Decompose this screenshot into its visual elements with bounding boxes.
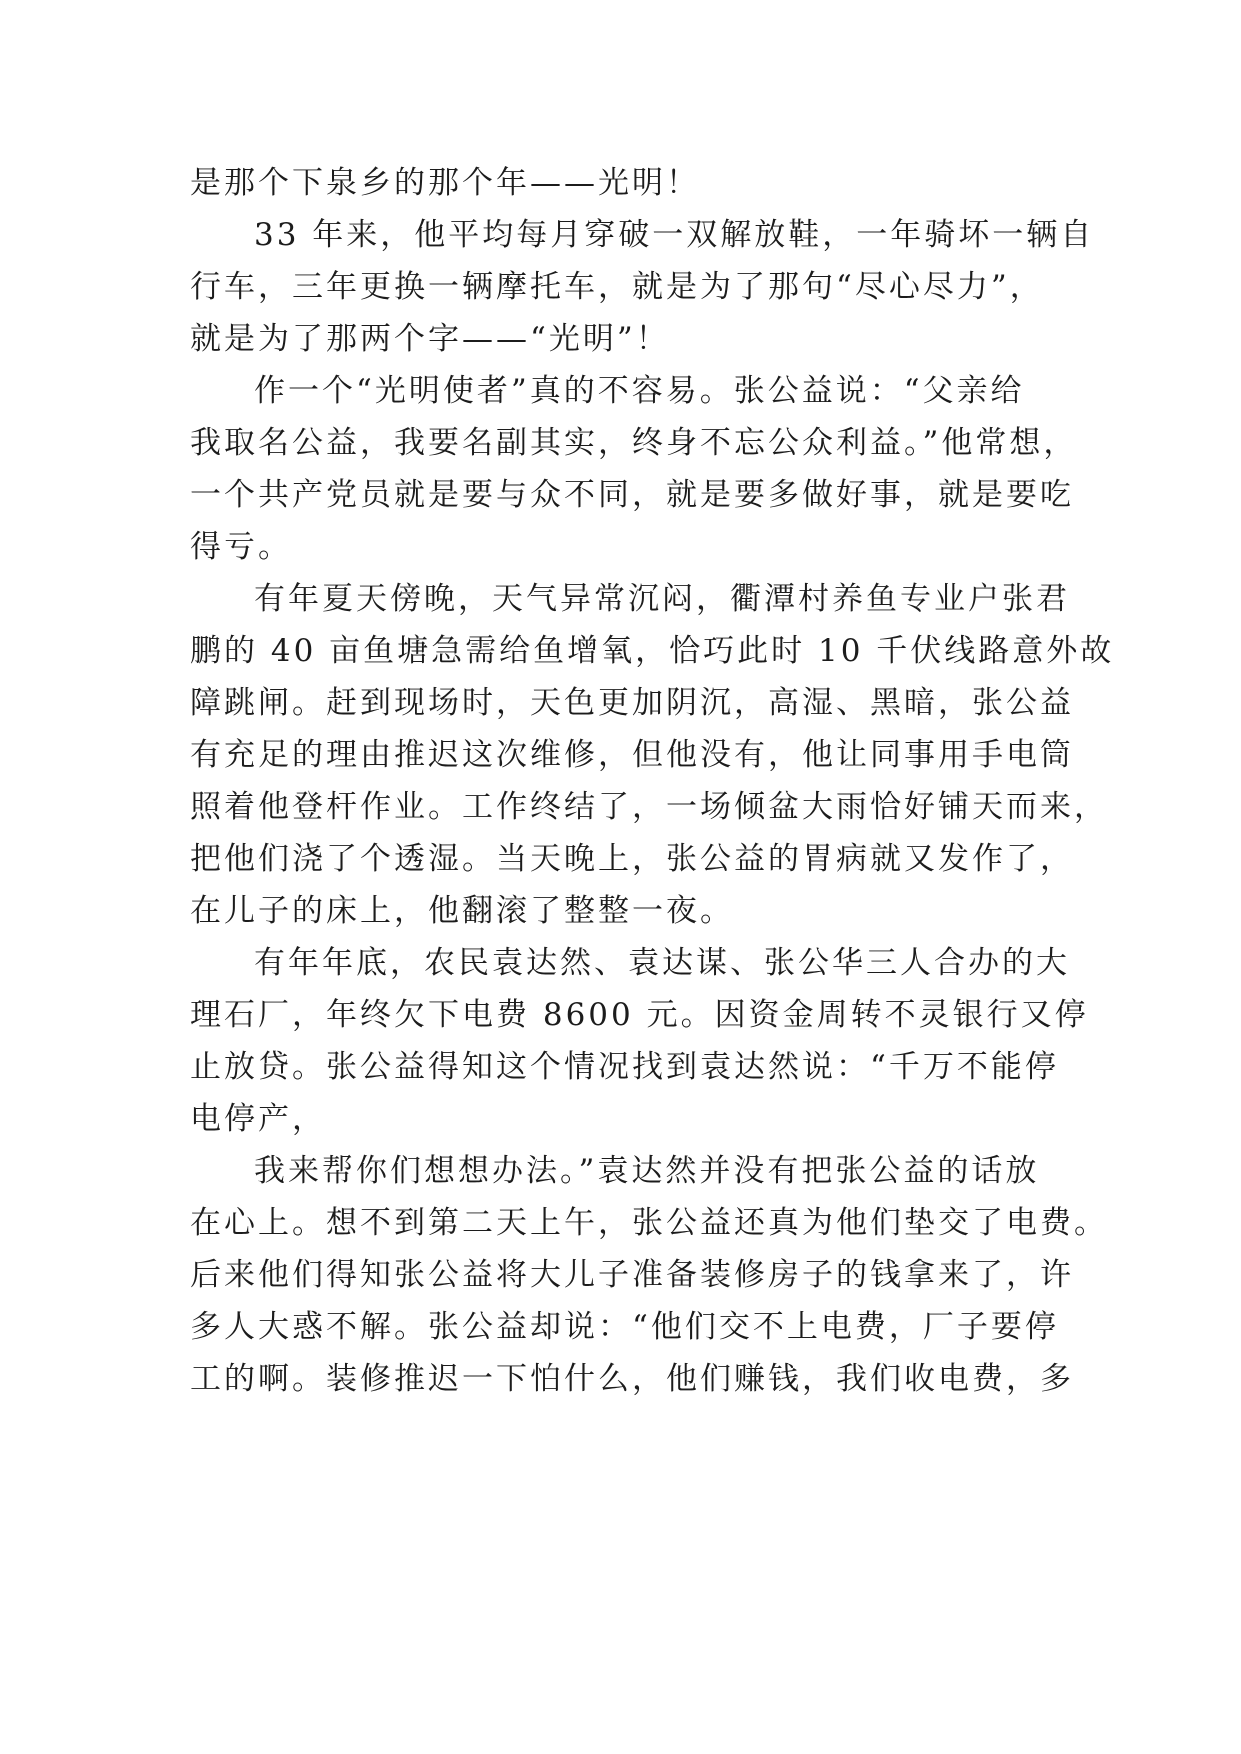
text-line: 有年年底，农民袁达然、袁达谋、张公华三人合办的大 (254, 945, 1070, 981)
text-line: 是那个下泉乡的那个年——光明！ (190, 165, 700, 201)
text-line: 在儿子的床上，他翻滚了整整一夜。 (190, 893, 734, 929)
text-line: 理石厂，年终欠下电费 8600 元。因资金周转不灵银行又停 (190, 997, 1089, 1033)
document-body (190, 157, 1115, 1405)
text-line: 把他们浇了个透湿。当天晚上，张公益的胃病就又发作了， (190, 841, 1074, 877)
text-line: 有年夏天傍晚，天气异常沉闷，衢潭村养鱼专业户张君 (254, 581, 1070, 617)
text-line: 后来他们得知张公益将大儿子准备装修房子的钱拿来了，许 (190, 1257, 1074, 1293)
text-line: 就是为了那两个字——“光明”！ (190, 321, 670, 357)
text-line: 止放贷。张公益得知这个情况找到袁达然说：“千万不能停 (190, 1049, 1059, 1085)
text-line: 在心上。想不到第二天上午，张公益还真为他们垫交了电费。 (190, 1205, 1108, 1241)
text-line: 我来帮你们想想办法。”袁达然并没有把张公益的话放 (254, 1153, 1040, 1189)
text-line: 工的啊。装修推迟一下怕什么，他们赚钱，我们收电费，多 (190, 1361, 1074, 1397)
text-line: 得亏。 (190, 529, 292, 565)
text-line: 33 年来，他平均每月穿破一双解放鞋，一年骑坏一辆自 (254, 217, 1095, 253)
text-line: 多人大惑不解。张公益却说：“他们交不上电费，厂子要停 (190, 1309, 1059, 1345)
text-line: 一个共产党员就是要与众不同，就是要多做好事，就是要吃 (190, 477, 1074, 513)
text-line: 我取名公益，我要名副其实，终身不忘公众利益。”他常想， (190, 425, 1078, 461)
text-line: 鹏的 40 亩鱼塘急需给鱼增氧，恰巧此时 10 千伏线路意外故 (190, 633, 1115, 669)
text-line: 作一个“光明使者”真的不容易。张公益说：“父亲给 (254, 373, 1025, 409)
text-line: 照着他登杆作业。工作终结了，一场倾盆大雨恰好铺天而来， (190, 789, 1108, 825)
text-line: 行车，三年更换一辆摩托车，就是为了那句“尽心尽力”， (190, 269, 1044, 305)
text-line: 有充足的理由推迟这次维修，但他没有，他让同事用手电筒 (190, 737, 1074, 773)
text-line: 障跳闸。赶到现场时，天色更加阴沉，高湿、黑暗，张公益 (190, 685, 1074, 721)
text-line: 电停产， (190, 1101, 326, 1137)
